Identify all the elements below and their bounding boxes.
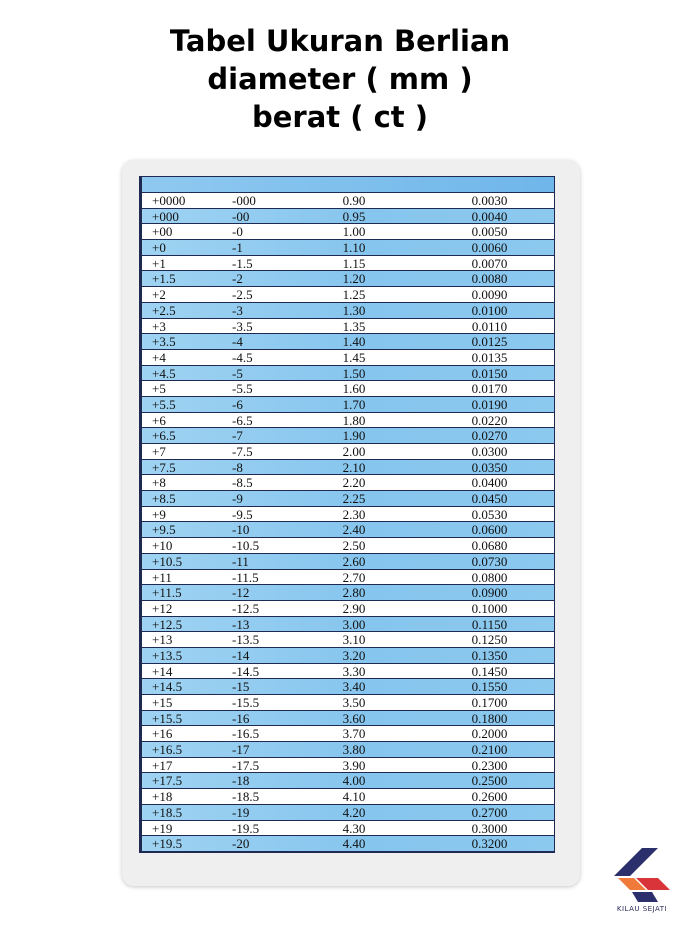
title-line-3: berat ( ct ) [251, 100, 428, 134]
sieve-minus-cell: -8.5 [232, 475, 253, 491]
sieve-plus-cell: +5 [152, 381, 166, 397]
table-row [140, 522, 554, 538]
weight-cell: 0.0060 [471, 240, 508, 256]
sieve-minus-cell: -18.5 [232, 789, 260, 805]
table-row [140, 695, 554, 711]
sieve-plus-cell: +16 [152, 726, 173, 742]
sieve-minus-cell: -10.5 [232, 538, 260, 554]
sieve-plus-cell: +1.5 [152, 271, 176, 287]
sieve-plus-cell: +11 [152, 569, 172, 585]
sieve-plus-cell: +13 [152, 632, 173, 648]
weight-cell: 0.3000 [471, 820, 508, 836]
sieve-minus-cell: -12 [232, 585, 250, 601]
sieve-plus-cell: +18.5 [152, 804, 183, 820]
weight-cell: 0.0190 [471, 396, 508, 412]
sieve-plus-cell: +4.5 [152, 365, 176, 381]
sieve-minus-cell: -5.5 [232, 381, 253, 397]
diameter-cell: 2.80 [342, 585, 366, 601]
sieve-plus-cell: +9.5 [152, 522, 176, 538]
weight-cell: 0.0450 [471, 491, 508, 507]
table-row [140, 821, 554, 837]
table-row [140, 726, 554, 742]
sieve-minus-cell: -17 [232, 742, 250, 758]
table-row [140, 742, 554, 758]
sieve-minus-cell: -11.5 [232, 569, 259, 585]
sieve-plus-cell: +2 [152, 287, 166, 303]
table-row [140, 240, 554, 256]
weight-cell: 0.0800 [471, 569, 508, 585]
table-row [140, 491, 554, 507]
weight-cell: 0.0040 [471, 208, 508, 224]
weight-cell: 0.0600 [471, 522, 508, 538]
sieve-plus-cell: +1 [152, 255, 166, 271]
sieve-plus-cell: +17 [152, 757, 173, 773]
weight-cell: 0.2600 [471, 789, 508, 805]
weight-cell: 0.0170 [471, 381, 508, 397]
sieve-plus-cell: +5.5 [152, 396, 176, 412]
weight-cell: 0.0070 [471, 255, 508, 271]
sieve-minus-cell: -6.5 [232, 412, 253, 428]
diameter-cell: 1.70 [342, 396, 366, 412]
sieve-plus-cell: +12 [152, 600, 173, 616]
sieve-minus-cell: -19.5 [232, 820, 260, 836]
sieve-plus-cell: +14.5 [152, 679, 183, 695]
sieve-plus-cell: +18 [152, 789, 173, 805]
table-row [140, 287, 554, 303]
sieve-plus-cell: +000 [152, 208, 179, 224]
sieve-minus-cell: -20 [232, 836, 250, 852]
weight-cell: 0.0135 [471, 349, 508, 365]
weight-cell: 0.2500 [471, 773, 508, 789]
diameter-cell: 1.30 [342, 302, 366, 318]
diameter-cell: 2.50 [342, 538, 366, 554]
sieve-minus-cell: -9.5 [232, 506, 253, 522]
diameter-cell: 3.80 [342, 742, 366, 758]
weight-cell: 0.0080 [471, 271, 508, 287]
weight-cell: 0.0220 [471, 412, 508, 428]
sieve-minus-cell: -2 [232, 271, 243, 287]
table-row [140, 319, 554, 335]
sieve-minus-cell: -15.5 [232, 695, 260, 710]
sieve-plus-cell: +15.5 [152, 710, 183, 726]
table-row [140, 271, 554, 287]
table-row [140, 428, 554, 444]
sieve-minus-cell: -7 [232, 428, 243, 444]
sieve-minus-cell: -000 [232, 193, 256, 208]
diameter-cell: 2.70 [342, 569, 366, 585]
weight-cell: 0.2100 [471, 742, 508, 758]
table-row [140, 538, 554, 554]
page-title [0, 22, 680, 136]
sieve-plus-cell: +0 [152, 240, 166, 256]
weight-cell: 0.0900 [471, 585, 508, 601]
weight-cell: 0.1700 [471, 695, 508, 710]
diameter-cell: 3.90 [342, 757, 366, 773]
table-row [140, 773, 554, 789]
table-row [140, 805, 554, 821]
table-row [140, 758, 554, 774]
diameter-cell: 2.60 [342, 553, 366, 569]
sieve-minus-cell: -8 [232, 459, 243, 475]
sieve-minus-cell: -3 [232, 302, 243, 318]
sieve-minus-cell: -4.5 [232, 349, 253, 365]
diameter-cell: 2.40 [342, 522, 366, 538]
diameter-cell: 1.60 [342, 381, 366, 397]
diameter-cell: 4.30 [342, 820, 366, 836]
sieve-minus-cell: -6 [232, 396, 243, 412]
sieve-minus-cell: -19 [232, 804, 250, 820]
diameter-cell: 4.10 [342, 789, 366, 805]
header-weight [425, 177, 554, 192]
title-line-2: diameter ( mm ) [207, 62, 473, 96]
weight-cell: 0.0300 [471, 444, 508, 459]
diamond-size-table [139, 176, 555, 853]
diameter-cell: 1.50 [342, 365, 366, 381]
diameter-cell: 4.00 [342, 773, 366, 789]
diameter-cell: 3.60 [342, 710, 366, 726]
weight-cell: 0.0350 [471, 459, 508, 475]
diameter-cell: 1.20 [342, 271, 366, 287]
weight-cell: 0.0030 [471, 193, 508, 208]
sieve-minus-cell: -2.5 [232, 287, 253, 303]
diameter-cell: 3.70 [342, 726, 366, 742]
sieve-minus-cell: -13.5 [232, 632, 260, 648]
diameter-cell: 1.40 [342, 334, 366, 350]
sieve-minus-cell: -0 [232, 224, 243, 240]
sieve-minus-cell: -9 [232, 491, 243, 507]
diameter-cell: 1.90 [342, 428, 366, 444]
diameter-cell: 2.30 [342, 506, 366, 522]
sieve-plus-cell: +15 [152, 695, 173, 710]
diameter-cell: 2.20 [342, 475, 366, 491]
sieve-minus-cell: -12.5 [232, 600, 260, 616]
diameter-cell: 3.20 [342, 647, 366, 663]
kilau-sejati-logo-icon [612, 846, 670, 904]
logo-text: KILAU SEJATI [616, 905, 668, 913]
diameter-cell: 4.20 [342, 804, 366, 820]
table-row [140, 664, 554, 680]
weight-cell: 0.0400 [471, 475, 508, 491]
table-row [140, 585, 554, 601]
weight-cell: 0.1350 [471, 647, 508, 663]
sieve-plus-cell: +9 [152, 506, 166, 522]
sieve-minus-cell: -14.5 [232, 663, 260, 679]
header-diameter [283, 177, 425, 192]
sieve-plus-cell: +0000 [152, 193, 186, 208]
weight-cell: 0.1000 [471, 600, 508, 616]
sieve-plus-cell: +10 [152, 538, 173, 554]
table-row [140, 648, 554, 664]
table-row [140, 789, 554, 805]
table-row [140, 350, 554, 366]
weight-cell: 0.2300 [471, 757, 508, 773]
sieve-minus-cell: -11 [232, 553, 249, 569]
diameter-cell: 2.00 [342, 444, 366, 459]
table-row [140, 193, 554, 209]
sieve-minus-cell: -1 [232, 240, 243, 256]
table-row [140, 711, 554, 727]
weight-cell: 0.0110 [471, 318, 508, 334]
sieve-plus-cell: +3.5 [152, 334, 176, 350]
sieve-plus-cell: +7.5 [152, 459, 176, 475]
sieve-minus-cell: -1.5 [232, 255, 253, 271]
diameter-cell: 1.25 [342, 287, 366, 303]
table-row [140, 413, 554, 429]
table-row [140, 444, 554, 460]
sieve-plus-cell: +00 [152, 224, 173, 240]
sieve-minus-cell: -00 [232, 208, 250, 224]
table-row [140, 460, 554, 476]
weight-cell: 0.0050 [471, 224, 508, 240]
sieve-minus-cell: -3.5 [232, 318, 253, 334]
weight-cell: 0.1800 [471, 710, 508, 726]
table-row [140, 836, 554, 852]
table-row [140, 617, 554, 633]
table-row [140, 366, 554, 382]
weight-cell: 0.1250 [471, 632, 508, 648]
sieve-plus-cell: +3 [152, 318, 166, 334]
diameter-cell: 1.35 [342, 318, 366, 334]
diameter-cell: 1.10 [342, 240, 366, 256]
table-row [140, 334, 554, 350]
diameter-cell: 0.90 [342, 193, 366, 208]
table-row [140, 570, 554, 586]
table-row [140, 381, 554, 397]
sieve-plus-cell: +6 [152, 412, 166, 428]
sieve-plus-cell: +19.5 [152, 836, 183, 852]
sieve-minus-cell: -13 [232, 616, 250, 632]
weight-cell: 0.1150 [471, 616, 508, 632]
sieve-minus-cell: -15 [232, 679, 250, 695]
sieve-plus-cell: +14 [152, 663, 173, 679]
weight-cell: 0.0270 [471, 428, 508, 444]
sieve-minus-cell: -16 [232, 710, 250, 726]
weight-cell: 0.3200 [471, 836, 508, 852]
title-line-1: Tabel Ukuran Berlian [169, 24, 511, 58]
table-row [140, 475, 554, 491]
sieve-plus-cell: +16.5 [152, 742, 183, 758]
sieve-minus-cell: -18 [232, 773, 250, 789]
table-row [140, 632, 554, 648]
weight-cell: 0.0100 [471, 302, 508, 318]
table-row [140, 679, 554, 695]
diameter-cell: 2.25 [342, 491, 366, 507]
weight-cell: 0.0090 [471, 287, 508, 303]
weight-cell: 0.2700 [471, 804, 508, 820]
sieve-plus-cell: +13.5 [152, 647, 183, 663]
weight-cell: 0.2000 [471, 726, 508, 742]
diameter-cell: 3.50 [342, 695, 366, 710]
diameter-cell: 4.40 [342, 836, 366, 852]
sieve-plus-cell: +7 [152, 444, 166, 459]
weight-cell: 0.0125 [471, 334, 508, 350]
diameter-cell: 1.80 [342, 412, 366, 428]
diameter-cell: 1.00 [342, 224, 366, 240]
sieve-minus-cell: -14 [232, 647, 250, 663]
table-row [140, 554, 554, 570]
diameter-cell: 3.30 [342, 663, 366, 679]
sieve-minus-cell: -7.5 [232, 444, 253, 459]
weight-cell: 0.1450 [471, 663, 508, 679]
sieve-plus-cell: +11.5 [152, 585, 182, 601]
table-row [140, 224, 554, 240]
diameter-cell: 1.45 [342, 349, 366, 365]
sieve-plus-cell: +19 [152, 820, 173, 836]
diameter-cell: 3.40 [342, 679, 366, 695]
table-row [140, 397, 554, 413]
sieve-plus-cell: +4 [152, 349, 166, 365]
table-row [140, 303, 554, 319]
table-header-row [140, 177, 554, 193]
diameter-cell: 2.90 [342, 600, 366, 616]
sieve-plus-cell: +8 [152, 475, 166, 491]
diameter-cell: 3.10 [342, 632, 366, 648]
sieve-minus-cell: -4 [232, 334, 243, 350]
sieve-minus-cell: -5 [232, 365, 243, 381]
weight-cell: 0.0150 [471, 365, 508, 381]
sieve-plus-cell: +2.5 [152, 302, 176, 318]
sieve-plus-cell: +17.5 [152, 773, 183, 789]
weight-cell: 0.1550 [471, 679, 508, 695]
diameter-cell: 2.10 [342, 459, 366, 475]
table-row [140, 256, 554, 272]
diameter-cell: 0.95 [342, 208, 366, 224]
sieve-plus-cell: +12.5 [152, 616, 183, 632]
weight-cell: 0.0680 [471, 538, 508, 554]
table-row [140, 507, 554, 523]
sieve-minus-cell: -16.5 [232, 726, 260, 742]
diameter-cell: 3.00 [342, 616, 366, 632]
weight-cell: 0.0530 [471, 506, 508, 522]
sieve-plus-cell: +6.5 [152, 428, 176, 444]
sieve-plus-cell: +8.5 [152, 491, 176, 507]
weight-cell: 0.0730 [471, 553, 508, 569]
table-row [140, 209, 554, 225]
diameter-cell: 1.15 [342, 255, 366, 271]
sieve-minus-cell: -10 [232, 522, 250, 538]
sieve-plus-cell: +10.5 [152, 553, 183, 569]
sieve-minus-cell: -17.5 [232, 757, 260, 773]
table-row [140, 601, 554, 617]
